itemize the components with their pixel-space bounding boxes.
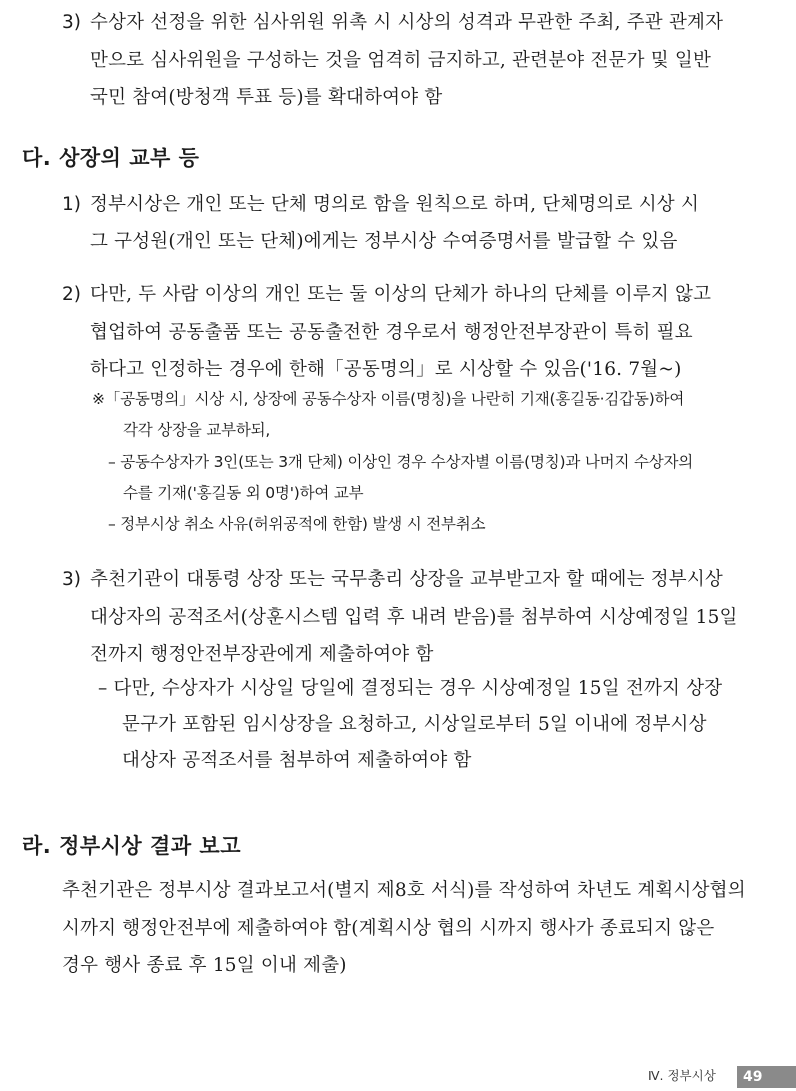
item-text-line: 하다고 인정하는 경우에 한해「공동명의」로 시상할 수 있음('16. 7월~) (90, 359, 682, 380)
item-text-line: 추천기관이 대통령 상장 또는 국무총리 상장을 교부받고자 할 때에는 정부시상 (90, 569, 724, 590)
note-bullet-line: 수를 기재('홍길동 외 0명')하여 교부 (123, 484, 364, 502)
item-text-line: 협업하여 공동출품 또는 공동출전한 경우로서 행정안전부장관이 특히 필요 (90, 322, 693, 343)
item-text-line: 전까지 행정안전부장관에게 제출하여야 함 (90, 644, 434, 665)
body-text-line: 경우 행사 종료 후 15일 이내 제출) (62, 955, 347, 976)
section-heading-e: 라. 정부시상 결과 보고 (22, 834, 241, 858)
item-text-line: 다만, 두 사람 이상의 개인 또는 둘 이상의 단체가 하나의 단체를 이루지 않고 (90, 284, 712, 305)
page-number-badge (737, 1066, 796, 1088)
item-text-line: 정부시상은 개인 또는 단체 명의로 함을 원칙으로 하며, 단체명의로 시상 시 (90, 194, 700, 215)
note-bullet-line: – 공동수상자가 3인(또는 3개 단체) 이상인 경우 수상자별 이름(명칭)과 나머지 수상자의 (108, 453, 694, 471)
section-heading-d: 다. 상장의 교부 등 (22, 146, 200, 170)
item-text-line: 수상자 선정을 위한 심사위원 위촉 시 시상의 성격과 무관한 주최, 주관 관계자 (90, 12, 724, 33)
item-number: 3) (62, 569, 81, 590)
body-text-line: 추천기관은 정부시상 결과보고서(별지 제8호 서식)를 작성하여 차년도 계획시상협의 (62, 880, 746, 901)
item-number: 2) (62, 284, 81, 305)
item-text-line: 국민 참여(방청객 투표 등)를 확대하여야 함 (90, 87, 443, 108)
item-text-line: 대상자의 공적조서(상훈시스템 입력 후 내려 받음)를 첨부하여 시상예정일 15일 (90, 607, 738, 628)
sub-text-line: 대상자 공적조서를 첨부하여 제출하여야 함 (122, 750, 472, 771)
item-number: 3) (62, 12, 81, 33)
note-line: 각각 상장을 교부하되, (123, 421, 271, 439)
body-text-line: 시까지 행정안전부에 제출하여야 함(계획시상 협의 시까지 행사가 종료되지 않은 (62, 918, 715, 939)
footer-chapter-label: Ⅳ. 정부시상 (648, 1068, 716, 1083)
item-number: 1) (62, 194, 81, 215)
item-text-line: 그 구성원(개인 또는 단체)에게는 정부시상 수여증명서를 발급할 수 있음 (90, 231, 678, 252)
note-line: ※「공동명의」시상 시, 상장에 공동수상자 이름(명칭)을 나란히 기재(홍길동·김갑동)하여 (92, 390, 685, 408)
item-text-line: 만으로 심사위원을 구성하는 것을 엄격히 금지하고, 관련분야 전문가 및 일반 (90, 50, 712, 71)
sub-text-line: – 다만, 수상자가 시상일 당일에 결정되는 경우 시상예정일 15일 전까지 상장 (98, 678, 723, 699)
page-number: 49 (743, 1069, 763, 1085)
sub-text-line: 문구가 포함된 임시상장을 요청하고, 시상일로부터 5일 이내에 정부시상 (122, 714, 707, 735)
note-bullet-line: – 정부시상 취소 사유(허위공적에 한함) 발생 시 전부취소 (108, 515, 486, 533)
